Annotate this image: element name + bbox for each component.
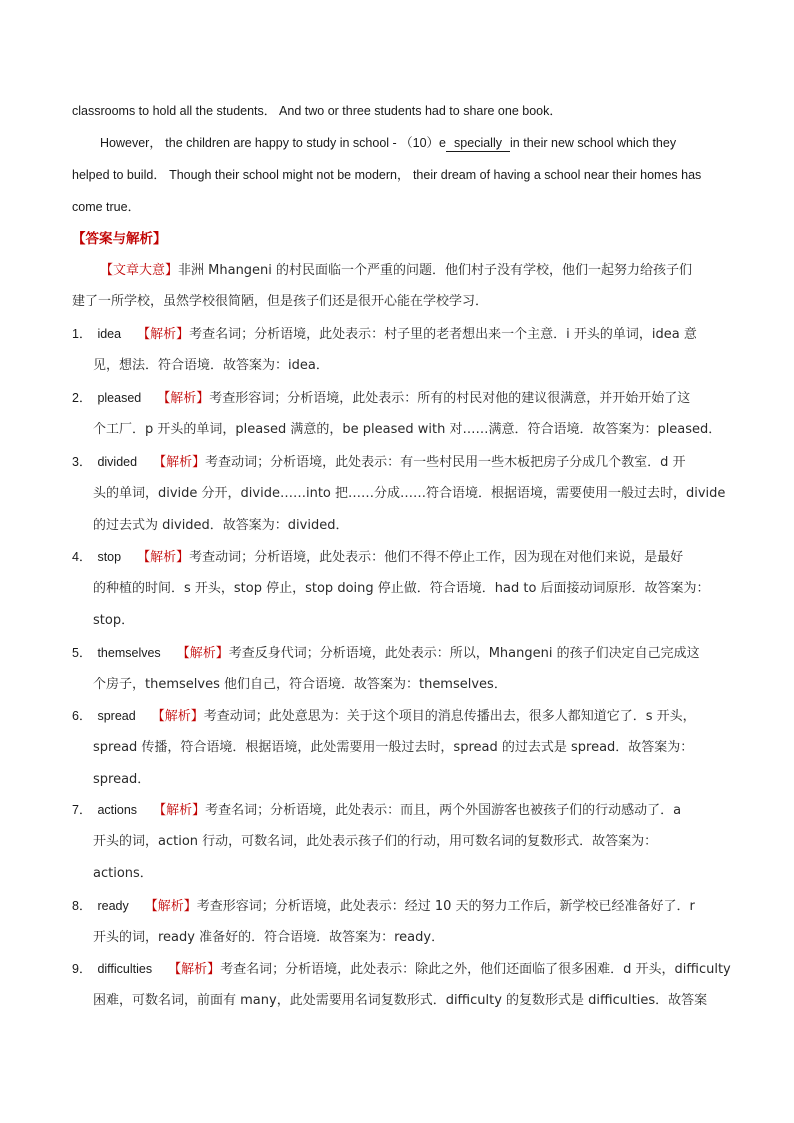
analysis-text: 考查名词；分析语境，此处表示：除此之外，他们还面临了很多困难．d 开头，difficulty	[220, 962, 731, 977]
analysis-continuation: 开头的词，action 行动，可数名词，此处表示孩子们的行动，用可数名词的复数形式．故答案为：	[93, 834, 658, 849]
analysis-continuation: actions．	[93, 866, 153, 881]
answer-blank-10: specially	[446, 136, 510, 152]
analysis-continuation: 开头的词，ready 准备好的．符合语境．故答案为：ready．	[93, 930, 445, 945]
analysis-tag: 【解析】	[137, 327, 190, 342]
passage-line-2-pre: However， the children are happy to study in school - （10）e	[100, 136, 447, 150]
analysis-text: 考查反身代词；分析语境，此处表示：所以，Mhangeni 的孩子们决定自己完成这	[228, 646, 700, 661]
analysis-tag: 【解析】	[137, 550, 190, 565]
answer-number: 6．	[72, 709, 92, 723]
passage-line-2-post: in their new school which they	[510, 136, 677, 150]
answer-word: ready	[97, 899, 129, 913]
analysis-continuation: 个房子，themselves 他们自己，符合语境．故答案为：themselves．	[93, 677, 507, 692]
answer-number: 5．	[72, 646, 92, 660]
answer-number: 4．	[72, 550, 92, 564]
passage-line-4: come true．	[72, 200, 141, 214]
summary-text-1: 非洲 Mhangeni 的村民面临一个严重的问题．他们村子没有学校，他们一起努力给孩子们	[178, 263, 693, 278]
answer-number: 2．	[72, 391, 92, 405]
answer-number: 8．	[72, 899, 92, 913]
analysis-tag: 【解析】	[153, 803, 206, 818]
summary-line-1	[100, 261, 692, 281]
answer-word: spread	[97, 709, 136, 723]
analysis-text: 考查名词；分析语境，此处表示：而且，两个外国游客也被孩子们的行动感动了．a	[205, 803, 682, 818]
answer-item-7	[72, 800, 681, 821]
answer-item-4	[72, 547, 683, 568]
summary-line-2: 建了一所学校，虽然学校很简陋，但是孩子们还是很开心能在学校学习．	[72, 294, 489, 309]
analysis-continuation: spread 传播，符合语境．根据语境，此处需要用一般过去时，spread 的过去式是 spread．故答案为：	[93, 740, 694, 755]
passage-line-2	[100, 133, 676, 153]
analysis-text: 考查名词；分析语境，此处表示：村子里的老者想出来一个主意．i 开头的单词，idea 意	[189, 327, 697, 342]
answer-number: 9．	[72, 962, 92, 976]
analysis-text: 考查形容词；分析语境，此处表示：所有的村民对他的建议很满意，并开始开始了这	[209, 391, 691, 406]
answer-item-5	[72, 643, 700, 664]
answer-word: difficulties	[97, 962, 153, 976]
analysis-continuation: stop．	[93, 613, 135, 628]
answer-number: 7．	[72, 803, 92, 817]
answer-word: divided	[97, 455, 138, 469]
analysis-continuation: spread．	[93, 772, 151, 787]
analysis-tag: 【解析】	[151, 709, 204, 724]
answer-number: 1．	[72, 327, 92, 341]
answer-item-1	[72, 324, 697, 345]
answer-number: 3．	[72, 455, 92, 469]
analysis-tag: 【解析】	[153, 455, 206, 470]
analysis-tag: 【解析】	[157, 391, 210, 406]
answer-heading: 【答案与解析】	[72, 231, 167, 247]
answer-word: themselves	[97, 646, 161, 660]
summary-label: 【文章大意】	[100, 263, 179, 278]
answer-item-9	[72, 959, 731, 980]
analysis-continuation: 的过去式为 divided．故答案为：divided．	[93, 518, 349, 533]
analysis-continuation: 见，想法．符合语境．故答案为：idea．	[93, 358, 329, 373]
analysis-text: 考查形容词；分析语境，此处表示：经过 10 天的努力工作后，新学校已经准备好了．r	[196, 899, 695, 914]
answer-word: stop	[97, 550, 122, 564]
analysis-tag: 【解析】	[176, 646, 229, 661]
answer-item-2	[72, 388, 690, 409]
analysis-text: 考查动词；分析语境，此处表示：他们不得不停止工作，因为现在对他们来说，是最好	[189, 550, 684, 565]
answer-word: actions	[97, 803, 138, 817]
answer-word: idea	[97, 327, 122, 341]
answer-item-6	[72, 706, 696, 727]
analysis-continuation: 头的单词，divide 分开，divide……into 把……分成……符合语境．根据语境，需要使用一般过去时，divide	[93, 486, 726, 501]
analysis-text: 考查动词；分析语境，此处表示：有一些村民用一些木板把房子分成几个教室．d 开	[205, 455, 686, 470]
passage-line-1: classrooms to hold all the students． And two or three students had to share one book．	[72, 104, 562, 118]
analysis-continuation: 个工厂．p 开头的单词，pleased 满意的，be pleased with 对……满意．符合语境．故答案为：pleased．	[93, 422, 722, 437]
answer-item-8	[72, 896, 695, 917]
analysis-text: 考查动词；此处意思为：关于这个项目的消息传播出去，很多人都知道它了．s 开头，	[203, 709, 696, 724]
analysis-continuation: 的种植的时间．s 开头，stop 停止，stop doing 停止做．符合语境．had to 后面接动词原形．故答案为：	[93, 581, 710, 596]
answer-item-3	[72, 452, 685, 473]
passage-line-3: helped to build． Though their school might not be modern， their dream of having a school near their homes has	[72, 168, 702, 182]
analysis-continuation: 困难，可数名词，前面有 many，此处需要用名词复数形式．difficulty 的复数形式是 difficulties．故答案	[93, 993, 708, 1008]
analysis-tag: 【解析】	[168, 962, 221, 977]
analysis-tag: 【解析】	[144, 899, 197, 914]
answer-word: pleased	[97, 391, 142, 405]
